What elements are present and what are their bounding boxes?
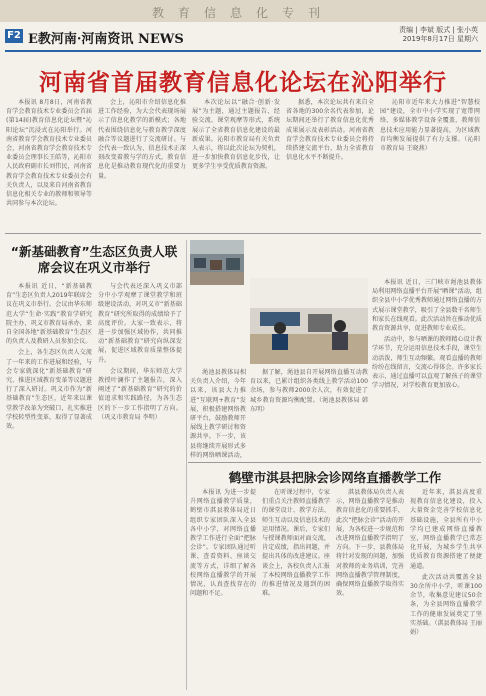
headline-article2: “新基础教育”生态区负责人联席会议在巩义市举行 <box>10 244 178 275</box>
article3-p2: 活动中，参与晒课的教师精心设计教学环节，充分运用信息技术手段，课堂生动活泼，师生互动频繁。观看直播的教师纷纷在线留言，交流心得体会。许多家长表示，通过直播可以直观了解孩子的课堂学习情况，对学校教育更加放心。 <box>372 336 482 390</box>
page-number-badge: F2 <box>5 29 23 43</box>
article4-p4: 近年来，淇县高度重视教育信息化建设，投入大量资金完善学校信息化基础设施，全县所有中小学均已建成网络直播教室，网络直播教学已常态化开展，为城乡学生共享优质教育资源搭建了便捷通道。 <box>410 489 482 570</box>
divider-1 <box>5 233 481 234</box>
article2-p4: 会议期间，华东师范大学教授叶澜作了主题报告，深入阐述了“新基础教育”研究的价值追求和实践路径，为各生态区的下一步工作指明了方向。（巩义市教育局 李明） <box>98 367 182 421</box>
article4-col1 <box>190 488 256 690</box>
photo-live-stream-room <box>250 278 368 364</box>
article4-p3: 淇县教体局负责人表示，网络直播教学是推动教育信息化的重要抓手，此次“把脉会诊”活动的开展，为各校进一步规范和改进网络直播教学指明了方向。下一步，县教体局将针对发现的问题，加强对教师的业务培训，完善网络直播教学管理制度，确保网络直播教学取得实效。 <box>336 489 404 598</box>
column-divider <box>186 240 187 690</box>
article1-p1: 本报讯 8月8日，河南省教育学会教育技术专业委员会首届(第14届)教育信息化论坛暨“沁阳论坛”沉浸式在沁阳举行。河南省教育学会教育技术专业委员会，河南省教育学会教育技术专业委员会理事长王皓等，沁阳市人民政府副市长刘伟民，河南省教育学会教育技术专业委员会有关负责人，以及来自河南省教育信息化相关专业的教师和领导等共同参与本次论坛。 <box>6 99 92 208</box>
date-line: 2019年8月17日 星期六 <box>402 35 478 43</box>
article1-col4 <box>286 98 374 228</box>
editor-line: 责编 | 李斌 版式 | 张小英 <box>399 26 478 34</box>
article2-col1 <box>6 282 92 690</box>
article3-col-b <box>250 368 368 460</box>
article3-p3: 渑池县教体局相关负责人介绍，今年以来，该县大力推进“互联网+教育”发展，积极搭建网络教研平台，鼓励教师开展线上教学研讨和资源共享。下一步，该县将继续开展形式多样的网络晒课活动， <box>190 369 246 459</box>
article3-col-a <box>190 368 246 460</box>
photo-classroom <box>190 240 244 285</box>
headline-article4: 鹤壁市淇县把脉会诊网络直播教学工作 <box>228 470 442 485</box>
article1-p5: 沁阳市近年来大力推进“智慧校园”建设，全市中小学实现了宽带网络、多媒体教学设备全覆盖，教师信息技术应用能力显著提高，为区域教育均衡发展提供了有力支撑。（沁阳市教育局 王晓燕） <box>380 99 480 153</box>
top-banner <box>0 0 486 22</box>
article3-col-right <box>372 278 482 446</box>
headline-main: 河南省首届教育信息化论坛在沁阳举行 <box>39 70 447 96</box>
article1-col2 <box>98 98 186 228</box>
article1-col1 <box>6 98 92 228</box>
photo-live-stream-image <box>250 278 368 364</box>
divider-2 <box>188 462 481 463</box>
article4-col4 <box>410 488 482 690</box>
article1-p3: 本次论坛以“融合·创新·发展”为主题，通过主题报告、经验交流、课堂观摩等形式，系统展示了全省教育信息化建设的最新成果。沁阳市教育局有关负责人表示，将以此次论坛为契机，进一步加快教育信息化步伐，让更多学生享受优质教育资源。 <box>192 99 280 171</box>
photo-classroom-image <box>190 240 244 285</box>
article2-p2: 会上，各生态区负责人交流了一年来的工作进展和经验，与会专家就深化“新基础教育”研究、推进区域教育变革等议题进行了深入研讨。巩义市作为“新基础教育”生态区，近年来以课堂教学改革为突破口，扎实推进学校转型性变革，取得了显著成效。 <box>6 349 92 431</box>
article2-col2 <box>98 282 182 690</box>
issue-meta <box>399 26 478 44</box>
article4-p2: 在听课过程中，专家们重点关注教师直播教学的课堂设计、教学方法、师生互动以及信息技术的运用情况。课后，专家们与授课教师面对面交流，肯定成绩，指出问题，并提出具体的改进建议。座谈会上，各校负责人汇报了本校网络直播教学工作的推进情况及遇到的困难。 <box>262 489 330 598</box>
header-rule <box>5 50 481 52</box>
article4-p1: 本报讯 为进一步提升网络直播教学质量，鹤壁市淇县教体局近日组织专家团队深入全县各中小学，对网络直播教学工作进行全面“把脉会诊”。专家团队通过听课、查看资料、座谈交流等方式，详细了解各校网络直播教学的开展情况，认真查找存在的问题和不足。 <box>190 489 256 598</box>
banner-text: 教育信息化专刊 <box>151 6 334 20</box>
article1-col5 <box>380 98 480 228</box>
article1-p4: 据悉，本次论坛共有来自全省各地的300余名代表参加，论坛期间还举行了教育信息化优秀成果展示及表彰活动。河南省教育学会教育技术专业委员会将持续搭建交流平台，助力全省教育信息化水平不断提升。 <box>286 99 374 162</box>
article4-col2 <box>262 488 330 690</box>
article1-col3 <box>192 98 280 228</box>
article3-p4: 据了解，渑池县自开展网络直播互动教育以来，已累计组织各类线上教学活动100余场，参与教师2000余人次，有效促进了城乡教育资源均衡配置。（渑池县教体局 韩东明） <box>250 369 368 413</box>
article2-p1: 本报讯 近日，“新基础教育”生态区负责人2019年联席会议在巩义市举行。会议由华东师范大学“生命·实践”教育学研究院主办，巩义市教育局承办，来自全国各地“新基础教育”生态区的负责人及教研人员参加会议。 <box>6 283 92 346</box>
article2-p3: 与会代表还深入巩义市部分中小学观摩了课堂教学和班级建设活动，对巩义市“新基础教育”研究所取得的成绩给予了高度评价。大家一致表示，将进一步加强区域协作，共同推动“新基础教育”研究向纵深发展，促进区域教育质量整体提升。 <box>98 283 182 364</box>
article4-col3 <box>336 488 404 690</box>
page-header <box>0 26 486 48</box>
article1-p2: 会上，沁阳市介绍信息化推进工作经验，为大会代表现场展示了信息化教学的新模式；各地代表围绕信息化与教育教学深度融合等议题进行了交流研讨。与会代表一致认为，信息技术正深刻改变着教与学的方式，教育信息化是推动教育现代化的重要力量。 <box>98 99 186 180</box>
article3-p1: 本报讯 近日，三门峡市渑池县教体局利用网络直播平台开展“晒课”活动，组织全县中小学优秀教师通过网络直播的方式展示课堂教学，吸引了全县数千名师生和家长在线观看。此次活动旨在推动优质教育资源共享，促进教师专业成长。 <box>372 279 482 333</box>
section-title: E教河南·河南资讯 NEWS <box>28 32 184 47</box>
article4-p5: 此次活动共覆盖全县30余所中小学，听课100余节，收集意见建议50余条，为全县网络直播教学工作的健康发展奠定了坚实基础。（淇县教体局 王丽娟） <box>410 573 482 637</box>
